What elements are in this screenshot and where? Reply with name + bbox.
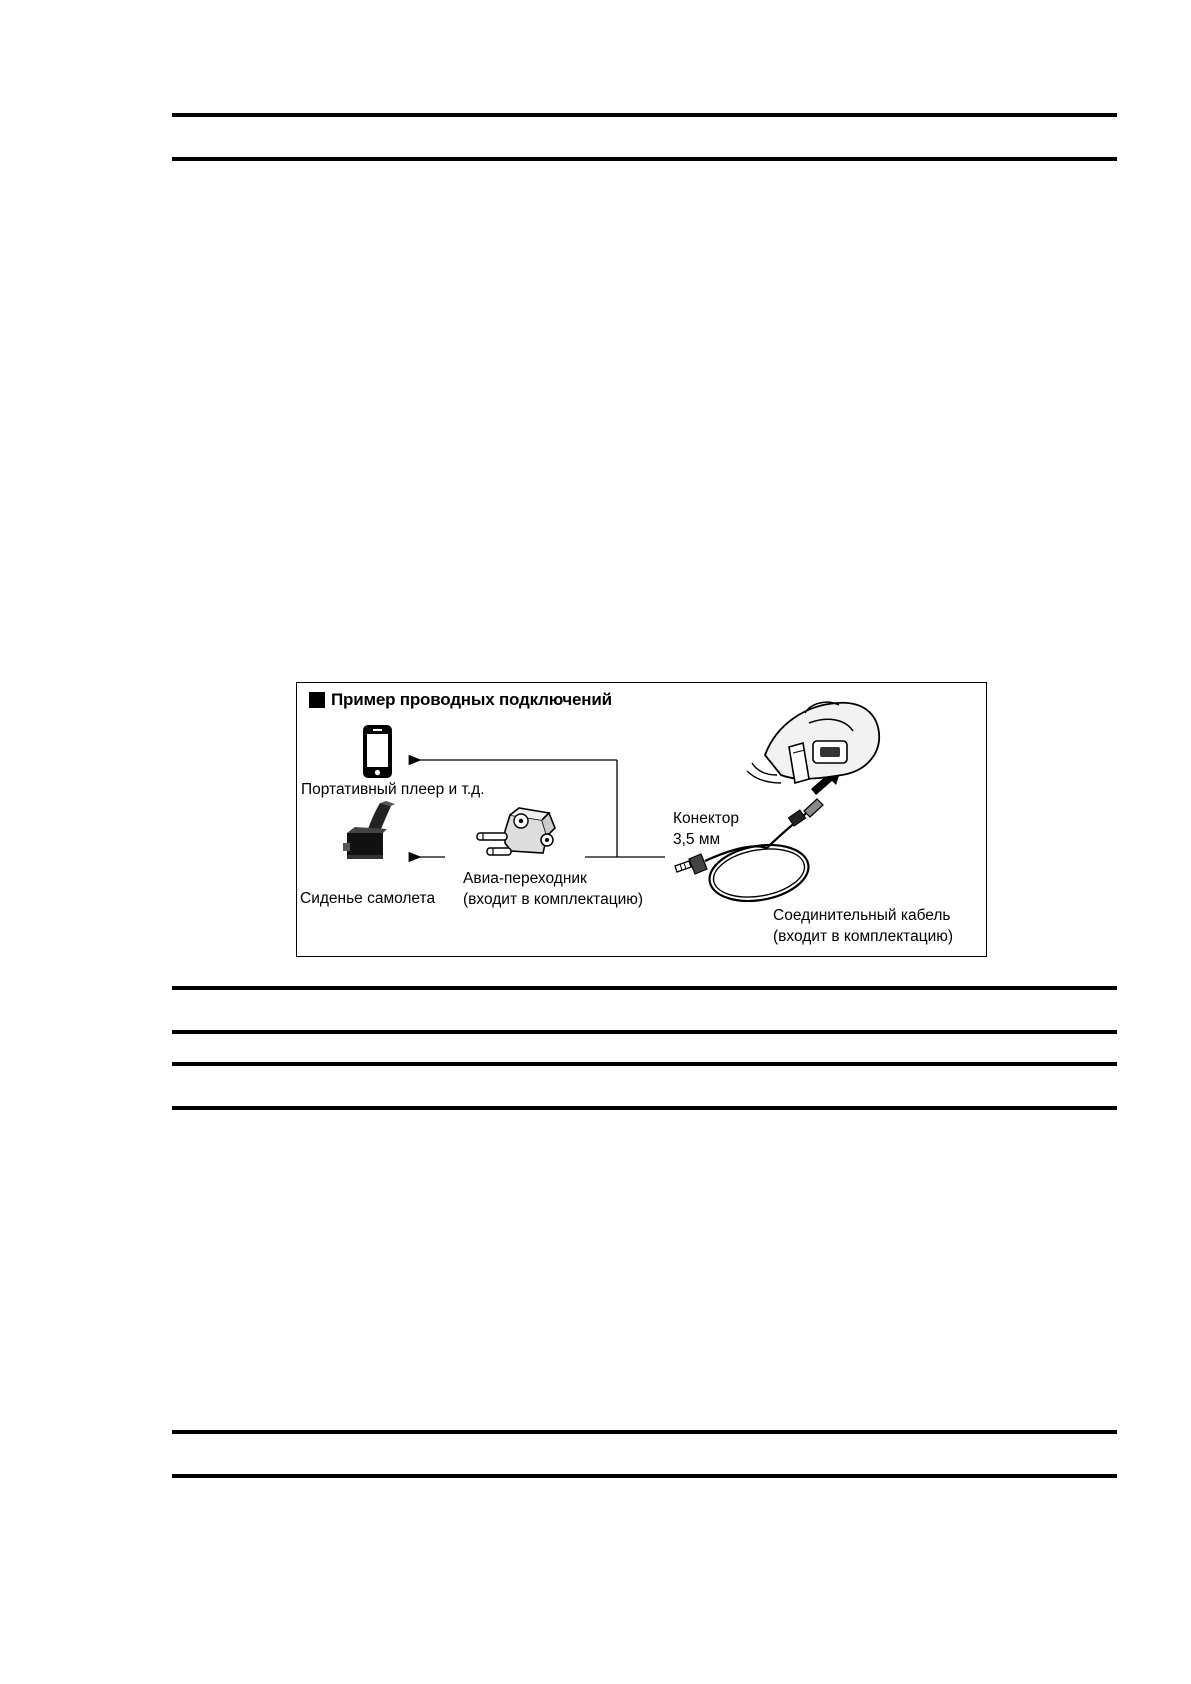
section-rule-2-top	[172, 1062, 1117, 1066]
section-rule-3-bottom	[172, 1474, 1117, 1478]
connecting-cable-label: Соединительный кабель	[773, 907, 951, 924]
section-rule-2-bottom	[172, 1106, 1117, 1110]
wired-connection-figure	[296, 682, 987, 957]
header-rule-top	[172, 113, 1117, 117]
flight-adapter-note: (входит в комплектацию)	[463, 891, 644, 908]
airplane-seat-label: Сиденье самолета	[300, 890, 436, 907]
connector-size-label: 3,5 мм	[673, 831, 721, 848]
flight-adapter-label: Авиа-переходник	[463, 870, 587, 887]
figure-title-text: Пример проводных подключений	[331, 690, 612, 709]
connector-label: Конектор	[673, 810, 739, 827]
connector-3-5mm-icon	[675, 854, 707, 874]
section-rule-1-top	[172, 986, 1117, 990]
portable-player-label: Портативный плеер и т.д.	[301, 781, 485, 798]
smartphone-icon	[363, 725, 392, 778]
headphone-port-icon	[747, 702, 879, 783]
flight-adapter-icon	[477, 808, 555, 855]
header-rule-bottom	[172, 157, 1117, 161]
section-rule-3-top	[172, 1430, 1117, 1434]
section-rule-1-bottom	[172, 1030, 1117, 1034]
airplane-seat-icon	[343, 801, 395, 859]
connecting-cable-note: (входит в комплектацию)	[773, 928, 954, 945]
